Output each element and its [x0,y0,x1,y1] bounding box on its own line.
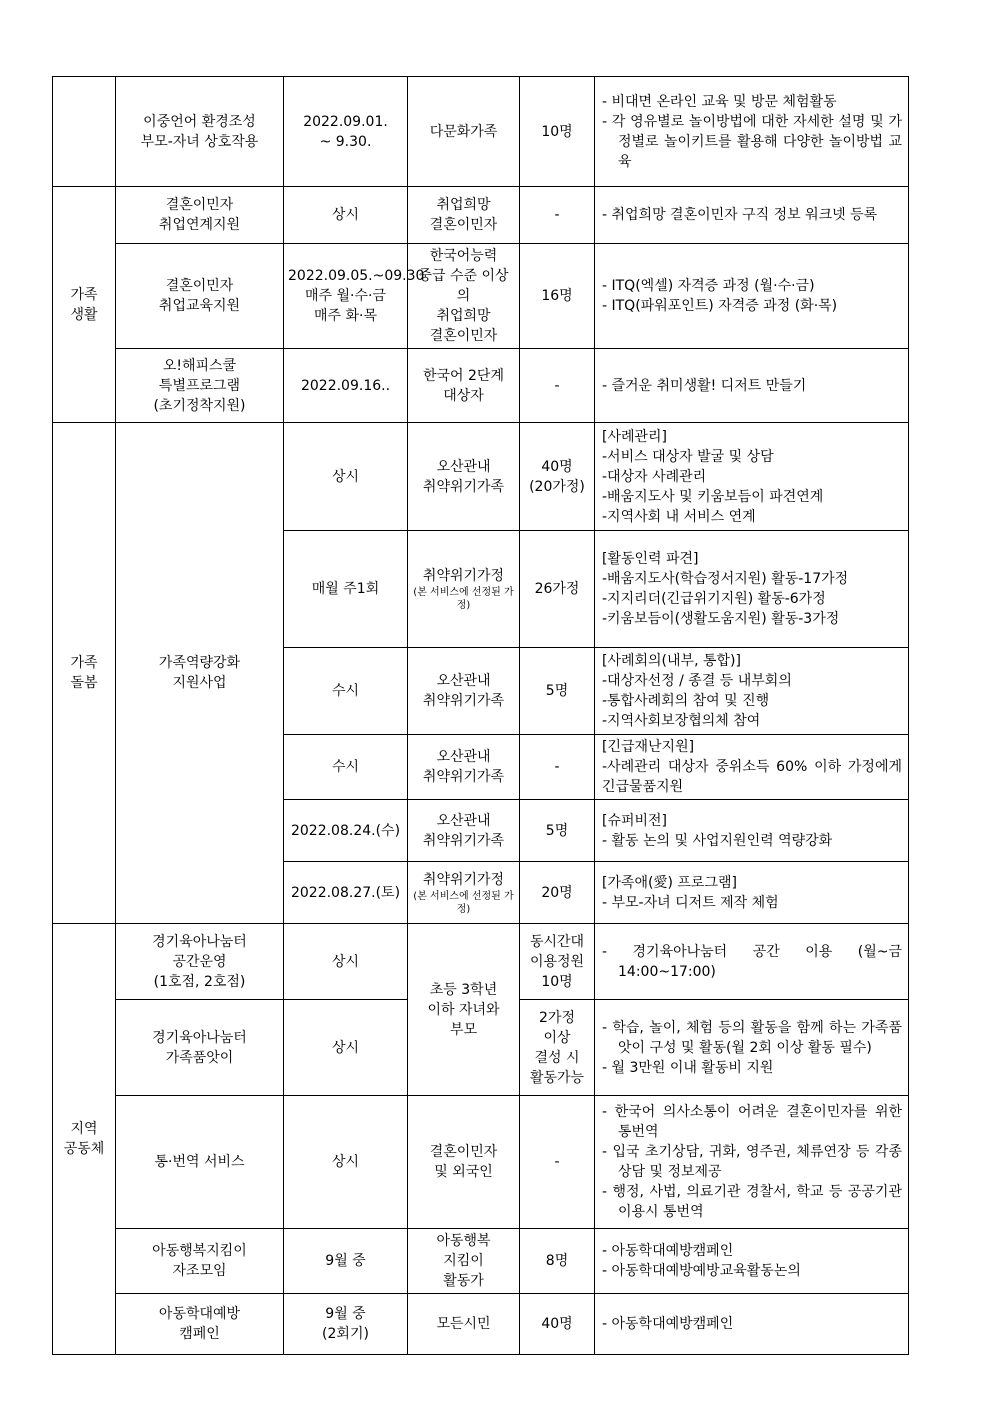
content-list [602,1241,902,1281]
count-cell [520,1294,595,1355]
program-schedule-table [52,76,909,1355]
cell-line: 상시 [331,468,360,485]
cell-line: 가족역량강화 [158,655,241,671]
list-item: - 행정, 사법, 의료기관 경찰서, 학교 등 공공기관 이용시 통번역 [602,1184,902,1220]
cell-line: 지역 [70,1121,98,1137]
cell-line: 지원사업 [172,675,227,691]
cell-line: 2022.08.27.(토) [290,884,401,901]
target-cell [408,244,520,349]
list-item: - 취업희망 결혼이민자 구직 정보 워크넷 등록 [602,207,878,223]
table-row [53,1229,909,1294]
count-cell [520,349,595,423]
content-list [602,737,902,797]
count-cell [520,187,595,244]
cell-line: 돌봄 [70,675,98,691]
content-list [602,1102,902,1222]
cell-line: 경기육아나눔터 [152,1029,247,1046]
count-cell [520,423,595,531]
cell-line: 수시 [331,759,360,775]
list-item: - 경기육아나눔터 공간 이용 (월~금 14:00~17:00) [602,943,902,980]
cell-line: 결성 시 [534,1049,580,1066]
content-cell [595,1229,909,1294]
program-cell [116,187,284,244]
count-cell [520,800,595,862]
cell-line: 2022.08.24.(수) [290,822,401,839]
content-list [602,276,902,316]
table-row [53,244,909,349]
cell-line: 아동학대예방 [158,1306,241,1322]
list-item: - ITQ(엑셀) 자격증 과정 (월·수·금) [602,278,815,294]
cell-line: 아동행복지킴이 [152,1243,247,1259]
list-item: [슈퍼비전] [602,812,668,829]
list-item: -사례관리 대상자 중위소득 60% 이하 가정에게 긴급물품지원 [602,759,902,795]
period-cell [284,531,408,648]
cell-line: 이하 자녀와 [427,1001,500,1018]
target-cell [408,423,520,531]
table-row [53,1096,909,1229]
cell-line: 초등 3학년 [429,981,498,998]
cell-line: 2022.09.16.. [300,377,391,394]
list-item: -서비스 대상자 발굴 및 상담 [602,448,774,465]
cell-line: 결혼이민자 [429,1144,498,1160]
cell-line: 40명 [541,458,573,475]
cell-line: 오산관내 [436,812,491,829]
cell-line: 지킴이 [443,1253,484,1269]
cell-line: 매주 월·수·금 [305,288,386,304]
cell-line: (1호점, 2호점) [153,973,246,990]
cell-line: 5명 [545,683,569,699]
list-item: - 즐거운 취미생활! 디저트 만들기 [602,377,807,394]
table-row [53,187,909,244]
cell-line: - [554,207,560,223]
content-cell [595,77,909,187]
content-cell [595,349,909,423]
target-cell [408,862,520,924]
cell-line: 취약위기가정 [422,871,505,888]
cell-line: 8명 [545,1253,569,1269]
cell-line: 2022.09.05.~09.30 [288,268,425,284]
count-cell [520,1000,595,1096]
cell-line: (2회기) [322,1326,369,1342]
cell-line: 중급 수준 이상의 [418,268,509,304]
cell-line: 5명 [545,822,569,839]
category-cell-empty [53,77,116,187]
content-cell [595,423,909,531]
cell-line: 활동가 [443,1273,484,1289]
cell-line: 다문화가족 [429,123,498,140]
target-cell [408,735,520,800]
cell-line: 결혼이민자 [165,197,234,213]
category-cell-community [53,924,116,1355]
cell-line: 동시간대 [529,933,585,950]
content-cell [595,1294,909,1355]
list-item: -대상자 사례관리 [602,468,707,485]
cell-line: 상시 [331,1154,360,1170]
cell-line: 가족 [70,286,98,303]
period-cell [284,1000,408,1096]
cell-line: 취약위기가족 [422,832,505,849]
cell-line: 및 외국인 [434,1164,493,1180]
cell-line: 오산관내 [436,749,491,765]
cell-line: 가족품앗이 [165,1049,234,1066]
list-item: - 학습, 놀이, 체험 등의 활동을 함께 하는 가족품앗이 구성 및 활동(월 2회 이상 활동 필수) [602,1019,902,1056]
cell-line: (초기정착지원) [153,397,246,414]
list-item: -대상자선정 / 종결 등 내부회의 [602,673,792,689]
list-item: - 입국 초기상담, 귀화, 영주권, 체류연장 등 각종상담 및 정보제공 [602,1144,902,1180]
cell-line: 한국어능력 [429,248,498,264]
content-cell [595,1096,909,1229]
cell-line: 이용정원 [529,953,585,970]
period-cell [284,862,408,924]
cell-line: 10명 [541,123,573,140]
cell-line: 가족 [70,655,98,671]
cell-line: 아동행복 [436,1233,491,1249]
cell-line: - [554,377,560,394]
content-cell [595,924,909,1000]
content-cell [595,531,909,648]
list-item: -지지리더(긴급위기지원) 활동-6가정 [602,591,826,607]
cell-line: 자조모임 [172,1263,227,1279]
cell-line: 공간운영 [172,953,227,970]
list-item: - ITQ(파워포인트) 자격증 과정 (화·목) [602,298,838,314]
target-cell [408,1096,520,1229]
list-item: [긴급재난지원] [602,739,695,755]
cell-line: 결혼이민자 [165,278,234,294]
period-cell [284,924,408,1000]
cell-line: 상시 [331,207,360,223]
count-cell [520,1229,595,1294]
cell-line: 활동가능 [529,1069,585,1086]
cell-line: 대상자 [443,387,484,404]
cell-line: 결혼이민자 [429,328,498,344]
list-item: [사례관리] [602,428,668,445]
cell-line: 매주 화·목 [314,308,377,324]
cell-line: 오산관내 [436,673,491,689]
cell-line: 16명 [541,288,573,304]
period-cell [284,735,408,800]
cell-line: 10명 [541,973,573,990]
period-cell [284,648,408,735]
content-cell [595,648,909,735]
count-cell [520,648,595,735]
cell-line: 이상 [543,1029,571,1046]
table-row [53,349,909,423]
cell-line: 캠페인 [179,1326,220,1342]
cell-line: ~ 9.30. [319,133,372,150]
count-cell [520,1096,595,1229]
list-item: - 비대면 온라인 교육 및 방문 체험활동 [602,93,837,110]
period-cell [284,423,408,531]
cell-line: 취약위기가족 [422,478,505,495]
cell-line: 한국어 2단계 [423,367,504,384]
cell-line: - [554,759,560,775]
cell-line: - [554,1154,560,1170]
program-cell [116,423,284,924]
count-cell [520,735,595,800]
cell-line: 이중언어 환경조성 [143,113,256,130]
table-row [53,77,909,187]
program-cell [116,1294,284,1355]
cell-line: 취업연계지원 [158,217,241,233]
cell-line: 오!해피스쿨 [162,357,237,374]
content-list [602,427,902,527]
cell-line: 통·번역 서비스 [154,1154,245,1170]
cell-line: 9월 중 [325,1306,366,1322]
target-note: (본 서비스에 선정된 가정) [413,587,514,611]
list-item: -통합사례회의 참여 및 진행 [602,693,770,709]
cell-line: 취업희망 [436,308,491,324]
target-cell [408,648,520,735]
list-item: [활동인력 파견] [602,551,699,567]
target-cell [408,349,520,423]
period-cell [284,187,408,244]
cell-line: (20가정) [529,478,585,495]
cell-line: 취약위기가족 [422,769,505,785]
content-list [602,205,902,225]
list-item: -키움보듬이(생활도움지원) 활동-3가정 [602,611,840,627]
program-cell [116,1229,284,1294]
content-list [602,1314,902,1334]
target-cell [408,800,520,862]
program-cell [116,924,284,1000]
target-cell [408,187,520,244]
count-cell [520,862,595,924]
cell-line: 취약위기가정 [422,568,505,584]
cell-line: 상시 [331,953,360,970]
content-cell [595,800,909,862]
cell-line: 9월 중 [325,1253,366,1269]
content-list [602,1018,902,1078]
cell-line: 부모 [449,1021,478,1038]
target-cell [408,1229,520,1294]
cell-line: 취업희망 [436,197,491,213]
list-item: -지역사회보장협의체 참여 [602,713,761,729]
target-cell [408,531,520,648]
list-item: - 아동학대예방캠페인 [602,1316,734,1332]
list-item: - 활동 논의 및 사업지원인력 역량강화 [602,832,833,849]
cell-line: 결혼이민자 [429,217,498,233]
cell-line: 모든시민 [436,1316,491,1332]
target-cell [408,1294,520,1355]
content-list [602,549,902,629]
content-cell [595,735,909,800]
list-item: [사례회의(내부, 통합)] [602,653,741,669]
list-item: - 각 영유별로 놀이방법에 대한 자세한 설명 및 가정별로 놀이키트를 활용해 다양한 놀이방법 교육 [602,113,902,170]
content-list [602,376,902,396]
list-item: - 아동학대예방캠페인 [602,1243,734,1259]
content-list [602,873,902,913]
cell-line: 취약위기가족 [422,693,505,709]
content-cell [595,862,909,924]
list-item: -지역사회 내 서비스 연계 [602,508,756,525]
table-row [53,423,909,531]
period-cell [284,1096,408,1229]
table-row [53,924,909,1000]
table-row [53,1294,909,1355]
cell-line: 2022.09.01. [303,113,388,130]
target-cell [408,77,520,187]
program-cell [116,349,284,423]
period-cell [284,1294,408,1355]
cell-line: 부모-자녀 상호작용 [140,133,259,150]
count-cell [520,77,595,187]
cell-line: 40명 [541,1316,573,1332]
list-item: -배움지도사(학습정서지원) 활동-17가정 [602,571,849,587]
category-cell-family-life [53,187,116,423]
count-cell [520,244,595,349]
list-item: -배움지도사 및 키움보듬이 파견연계 [602,488,824,505]
list-item: [가족애(愛) 프로그램] [602,874,737,891]
category-cell-family-care [53,423,116,924]
content-cell [595,1000,909,1096]
count-cell [520,531,595,648]
list-item: - 아동학대예방예방교육활동논의 [602,1263,801,1279]
period-cell [284,1229,408,1294]
program-cell [116,1000,284,1096]
cell-line: 매월 주1회 [311,581,380,597]
program-cell [116,77,284,187]
content-list [602,92,902,172]
cell-line: 26가정 [534,581,580,597]
period-cell [284,349,408,423]
list-item: - 월 3만원 이내 활동비 지원 [602,1059,774,1076]
cell-line: 특별프로그램 [158,377,241,394]
period-cell [284,77,408,187]
cell-line: 경기육아나눔터 [152,933,247,950]
target-cell [408,924,520,1096]
cell-line: 생활 [70,306,98,323]
content-list [602,942,902,982]
content-cell [595,187,909,244]
program-cell [116,244,284,349]
cell-line: 2가정 [539,1009,575,1026]
period-cell [284,244,425,349]
cell-line: 취업교육지원 [158,298,241,314]
list-item: - 한국어 의사소통이 어려운 결혼이민자를 위한 통번역 [602,1104,902,1140]
content-cell [595,244,909,349]
program-cell [116,1096,284,1229]
period-cell [284,800,408,862]
list-item: - 부모-자녀 디저트 제작 체험 [602,894,779,911]
cell-line: 20명 [541,884,573,901]
cell-line: 공동체 [63,1141,105,1157]
target-note: (본 서비스에 선정된 가정) [413,890,514,915]
cell-line: 수시 [331,683,360,699]
content-list [602,651,902,731]
count-cell [520,924,595,1000]
content-list [602,811,902,851]
cell-line: 상시 [331,1039,360,1056]
cell-line: 오산관내 [436,458,491,475]
